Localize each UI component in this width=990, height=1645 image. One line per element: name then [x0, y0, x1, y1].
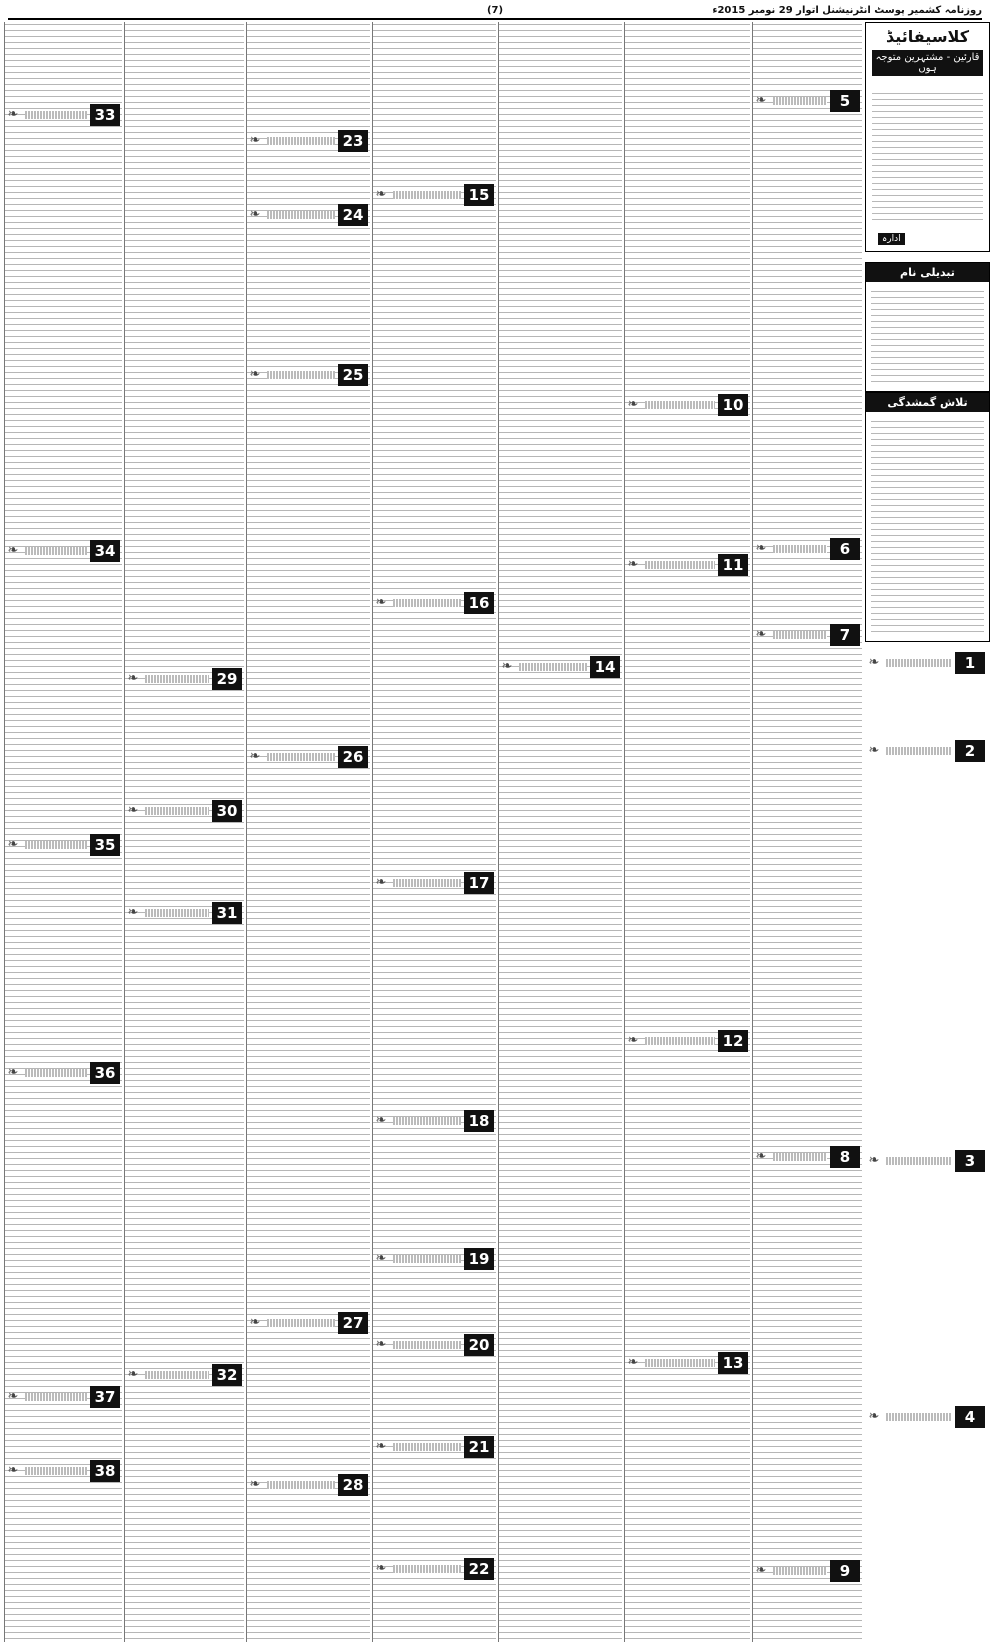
leaf-icon: ❧	[249, 749, 261, 764]
leaf-icon: ❧	[249, 133, 261, 148]
leaf-icon: ❧	[375, 1561, 387, 1576]
leaf-icon: ❧	[127, 1367, 139, 1382]
section-marker: ❧ 36	[4, 1062, 120, 1084]
section-marker: ❧ 38	[4, 1460, 120, 1482]
section-marker: ❧ 5	[752, 90, 860, 112]
page-number: (7)	[486, 5, 504, 16]
section-marker: ❧ 26	[246, 746, 368, 768]
leaf-icon: ❧	[375, 1439, 387, 1454]
column-5	[246, 22, 370, 1642]
leaf-icon: ❧	[7, 1389, 19, 1404]
section-marker: ❧ 14	[498, 656, 620, 678]
leaf-icon: ❧	[7, 543, 19, 558]
leaf-icon: ❧	[868, 743, 880, 758]
leaf-icon: ❧	[375, 1113, 387, 1128]
leaf-icon: ❧	[249, 207, 261, 222]
notice-lost	[865, 392, 990, 642]
column-2	[624, 22, 750, 1642]
notice-title: تبدیلی نام	[866, 263, 989, 282]
leaf-icon: ❧	[127, 803, 139, 818]
section-marker: ❧ 10	[624, 394, 748, 416]
section-marker: ❧ 20	[372, 1334, 494, 1356]
section-marker: ❧ 37	[4, 1386, 120, 1408]
leaf-icon: ❧	[127, 905, 139, 920]
section-marker: ❧ 22	[372, 1558, 494, 1580]
section-marker: ❧ 15	[372, 184, 494, 206]
section-marker: ❧ 34	[4, 540, 120, 562]
section-marker: ❧ 33	[4, 104, 120, 126]
section-marker: ❧ 27	[246, 1312, 368, 1334]
leaf-icon: ❧	[7, 107, 19, 122]
section-marker: ❧ 24	[246, 204, 368, 226]
leaf-icon: ❧	[375, 1251, 387, 1266]
leaf-icon: ❧	[627, 397, 639, 412]
section-marker: ❧ 17	[372, 872, 494, 894]
notice-title: تلاش گمشدگی	[866, 393, 989, 412]
section-marker: ❧ 25	[246, 364, 368, 386]
leaf-icon: ❧	[627, 1033, 639, 1048]
page-header	[8, 4, 982, 20]
section-marker: ❧ 16	[372, 592, 494, 614]
section-marker: ❧ 13	[624, 1352, 748, 1374]
leaf-icon: ❧	[375, 595, 387, 610]
leaf-icon: ❧	[375, 1337, 387, 1352]
section-marker: ❧ 6	[752, 538, 860, 560]
section-marker: ❧ 12	[624, 1030, 748, 1052]
section-marker: ❧ 4	[865, 1406, 985, 1428]
section-marker: ❧ 7	[752, 624, 860, 646]
column-4	[372, 22, 496, 1642]
section-marker: ❧ 9	[752, 1560, 860, 1582]
section-marker: ❧ 28	[246, 1474, 368, 1496]
section-marker: ❧ 18	[372, 1110, 494, 1132]
leaf-icon: ❧	[7, 1463, 19, 1478]
column-3	[498, 22, 622, 1642]
section-marker: ❧ 31	[124, 902, 242, 924]
classified-heading: کلاسیفائیڈ	[885, 27, 970, 46]
classified-box	[865, 22, 990, 252]
leaf-icon: ❧	[249, 367, 261, 382]
leaf-icon: ❧	[249, 1315, 261, 1330]
leaf-icon: ❧	[755, 1563, 767, 1578]
classified-stamp: ادارہ	[878, 233, 905, 245]
masthead: روزنامہ کشمیر پوسٹ انٹرنیشنل اتوار 29 نومبر 2015ء	[712, 5, 982, 16]
leaf-icon: ❧	[627, 1355, 639, 1370]
leaf-icon: ❧	[755, 93, 767, 108]
notice-name-change	[865, 262, 990, 392]
section-marker: ❧ 2	[865, 740, 985, 762]
section-marker: ❧ 35	[4, 834, 120, 856]
section-marker: ❧ 30	[124, 800, 242, 822]
section-marker: ❧ 32	[124, 1364, 242, 1386]
leaf-icon: ❧	[7, 1065, 19, 1080]
section-marker: ❧ 21	[372, 1436, 494, 1458]
classified-text	[872, 91, 983, 221]
leaf-icon: ❧	[249, 1477, 261, 1492]
leaf-icon: ❧	[868, 1409, 880, 1424]
leaf-icon: ❧	[755, 1149, 767, 1164]
leaf-icon: ❧	[868, 655, 880, 670]
section-marker: ❧ 29	[124, 668, 242, 690]
leaf-icon: ❧	[127, 671, 139, 686]
leaf-icon: ❧	[755, 627, 767, 642]
section-marker: ❧ 23	[246, 130, 368, 152]
section-marker: ❧ 19	[372, 1248, 494, 1270]
leaf-icon: ❧	[755, 541, 767, 556]
section-marker: ❧ 3	[865, 1150, 985, 1172]
section-marker: ❧ 8	[752, 1146, 860, 1168]
leaf-icon: ❧	[375, 187, 387, 202]
leaf-icon: ❧	[501, 659, 513, 674]
leaf-icon: ❧	[7, 837, 19, 852]
leaf-icon: ❧	[627, 557, 639, 572]
column-6	[124, 22, 244, 1642]
leaf-icon: ❧	[868, 1153, 880, 1168]
classified-subheading: قارئین - مشتہرین متوجہ ہوں	[872, 50, 983, 76]
leaf-icon: ❧	[375, 875, 387, 890]
section-marker: ❧ 1	[865, 652, 985, 674]
section-marker: ❧ 11	[624, 554, 748, 576]
column-1	[752, 22, 862, 1642]
